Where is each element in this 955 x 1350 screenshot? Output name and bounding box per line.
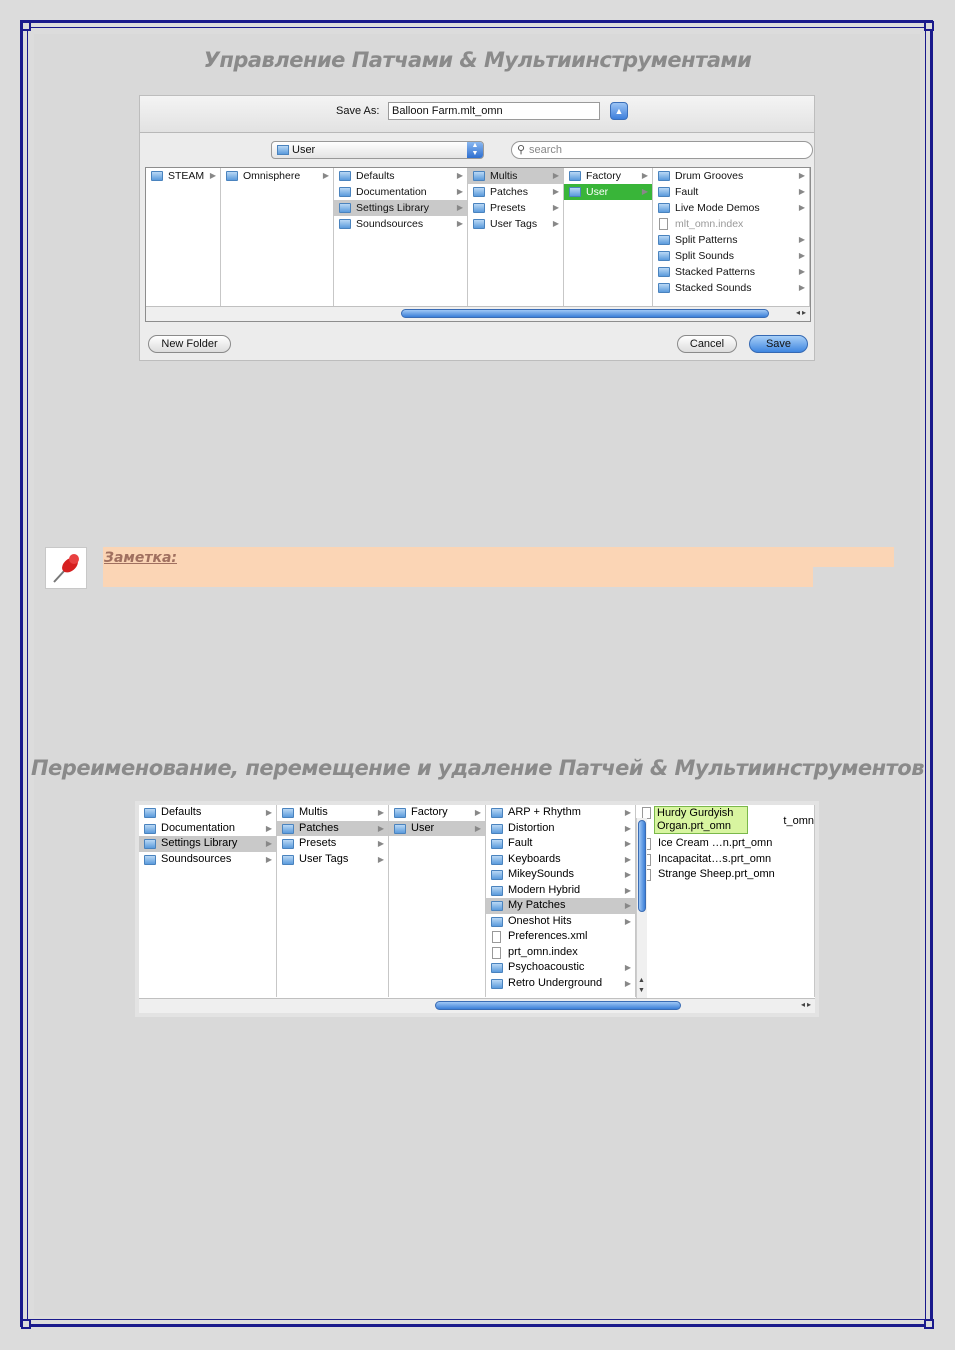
item-label: Strange Sheep.prt_omn xyxy=(658,868,775,880)
item-label: Patches xyxy=(299,821,339,834)
folder-row[interactable] xyxy=(389,821,485,837)
scroll-thumb[interactable] xyxy=(401,309,769,318)
scroll-down-icon[interactable]: ▼ xyxy=(638,987,645,994)
chevron-right-icon: ▶ xyxy=(265,808,272,817)
chevron-right-icon: ▶ xyxy=(624,854,631,864)
rename-text: Hurdy Gurdyish xyxy=(657,807,734,819)
file-row[interactable] xyxy=(636,852,814,868)
folder-icon xyxy=(491,963,503,973)
search-placeholder: search xyxy=(529,144,563,156)
folder-row[interactable] xyxy=(653,168,809,184)
rename-field[interactable] xyxy=(654,806,748,834)
folder-row[interactable] xyxy=(486,867,635,883)
folder-row[interactable] xyxy=(468,168,563,184)
file-row[interactable] xyxy=(636,805,814,836)
file-icon xyxy=(492,931,501,943)
chevron-right-icon: ▶ xyxy=(798,235,805,244)
folder-row[interactable] xyxy=(486,898,635,914)
file-row[interactable] xyxy=(636,836,814,852)
item-label: Keyboards xyxy=(508,852,561,865)
folder-row[interactable] xyxy=(653,200,809,216)
folder-icon xyxy=(339,203,351,213)
folder-row[interactable] xyxy=(486,914,635,930)
folder-row[interactable] xyxy=(468,216,563,232)
file-name-behind: t_omn xyxy=(783,815,814,827)
folder-row[interactable] xyxy=(486,805,635,821)
item-label: Defaults xyxy=(356,170,395,182)
folder-icon xyxy=(394,824,406,834)
folder-icon xyxy=(491,901,503,911)
search-field[interactable] xyxy=(511,141,813,159)
note-title: Заметка: xyxy=(104,550,177,566)
folder-row[interactable] xyxy=(334,200,467,216)
item-label: STEAM xyxy=(168,170,205,182)
item-label: Stacked Sounds xyxy=(675,282,752,294)
item-label: Patches xyxy=(490,186,528,198)
chevron-right-icon: ▶ xyxy=(624,901,631,910)
note-highlight xyxy=(103,567,813,587)
item-label: Defaults xyxy=(161,806,202,818)
folder-icon xyxy=(144,855,156,865)
folder-icon xyxy=(491,855,503,865)
item-label: Presets xyxy=(299,837,337,849)
item-label: Multis xyxy=(490,170,518,182)
folder-icon xyxy=(282,855,294,865)
filename-input[interactable]: Balloon Farm.mlt_omn xyxy=(388,102,600,120)
horizontal-scrollbar[interactable] xyxy=(139,998,815,1013)
item-label: Psychoacoustic xyxy=(508,961,585,973)
folder-icon xyxy=(473,219,485,229)
chevron-right-icon: ▶ xyxy=(552,171,559,180)
scroll-arrows-icon[interactable]: ◂▸ xyxy=(795,308,808,317)
browser-column xyxy=(221,168,334,308)
item-label: Soundsources xyxy=(356,218,424,230)
chevron-right-icon: ▶ xyxy=(641,187,648,196)
folder-row[interactable] xyxy=(486,976,635,992)
folder-row[interactable] xyxy=(277,852,388,868)
scroll-thumb[interactable] xyxy=(435,1001,681,1010)
folder-row[interactable] xyxy=(334,168,467,184)
item-label: Omnisphere xyxy=(243,170,301,182)
corner-ornament xyxy=(924,1319,934,1329)
chevron-right-icon: ▶ xyxy=(265,839,272,848)
scroll-arrows-icon[interactable]: ◂▸ xyxy=(800,1000,813,1009)
folder-icon xyxy=(569,171,581,181)
scroll-thumb[interactable] xyxy=(638,820,646,912)
corner-ornament xyxy=(21,1319,31,1329)
folder-icon xyxy=(473,203,485,213)
chevron-right-icon: ▶ xyxy=(624,870,631,879)
vertical-scrollbar[interactable] xyxy=(636,818,647,998)
folder-icon xyxy=(144,824,156,834)
item-label: Documentation xyxy=(161,821,235,834)
folder-row[interactable] xyxy=(468,184,563,200)
column-browser-rename xyxy=(135,801,819,1017)
folder-icon xyxy=(339,171,351,181)
folder-row[interactable] xyxy=(139,805,276,821)
folder-icon xyxy=(144,808,156,818)
folder-row[interactable] xyxy=(334,216,467,232)
folder-row[interactable] xyxy=(653,232,809,248)
chevron-right-icon: ▶ xyxy=(456,187,463,196)
folder-icon xyxy=(491,886,503,896)
triangle-up-icon: ▲ xyxy=(614,106,624,116)
save-as-row xyxy=(140,96,814,133)
collapse-dialog-button[interactable] xyxy=(610,102,628,120)
location-popup[interactable] xyxy=(271,141,484,159)
folder-icon xyxy=(151,171,163,181)
new-folder-button[interactable]: New Folder xyxy=(148,335,231,353)
folder-row[interactable] xyxy=(277,805,388,821)
horizontal-scrollbar[interactable] xyxy=(146,306,810,321)
folder-row[interactable] xyxy=(653,184,809,200)
folder-icon xyxy=(658,267,670,277)
folder-icon xyxy=(569,187,581,197)
browser-column xyxy=(334,168,468,308)
folder-icon xyxy=(658,235,670,245)
folder-icon xyxy=(226,171,238,181)
folder-icon xyxy=(658,203,670,213)
item-label: Presets xyxy=(490,202,526,214)
chevron-right-icon: ▶ xyxy=(641,171,648,180)
folder-row[interactable] xyxy=(564,184,652,200)
chevron-right-icon: ▶ xyxy=(798,267,805,276)
folder-icon xyxy=(658,283,670,293)
corner-ornament xyxy=(924,21,934,31)
item-label: Split Patterns xyxy=(675,234,738,246)
item-label: Settings Library xyxy=(356,202,429,214)
item-label: Ice Cream …n.prt_omn xyxy=(658,837,773,849)
chevron-right-icon: ▶ xyxy=(552,219,559,228)
chevron-right-icon: ▶ xyxy=(798,251,805,260)
item-label: Live Mode Demos xyxy=(675,202,760,214)
folder-row[interactable] xyxy=(564,168,652,184)
section-heading-manage: Управление Патчами & Мультиинструментами xyxy=(203,48,752,72)
chevron-right-icon: ▶ xyxy=(798,283,805,292)
section-heading-rename: Переименование, перемещение и удаление Патчей & Мультиинструментов xyxy=(30,756,924,780)
file-row[interactable] xyxy=(486,945,635,961)
chevron-right-icon: ▶ xyxy=(456,219,463,228)
folder-row[interactable] xyxy=(486,821,635,837)
folder-row[interactable] xyxy=(139,852,276,868)
folder-icon xyxy=(277,145,289,155)
folder-icon xyxy=(394,808,406,818)
note-highlight xyxy=(103,547,894,567)
chevron-right-icon: ▶ xyxy=(377,808,384,817)
item-label: Oneshot Hits xyxy=(508,914,572,927)
item-label: User Tags xyxy=(299,852,349,865)
item-label: Settings Library xyxy=(161,837,238,849)
item-label: MikeySounds xyxy=(508,868,575,880)
folder-row[interactable] xyxy=(139,821,276,837)
updown-arrows-icon: ▲ ▼ xyxy=(467,142,483,158)
folder-icon xyxy=(339,219,351,229)
folder-icon xyxy=(144,839,156,849)
folder-row[interactable] xyxy=(486,960,635,976)
folder-icon xyxy=(473,171,485,181)
chevron-right-icon: ▶ xyxy=(624,823,631,833)
chevron-right-icon: ▶ xyxy=(456,203,463,212)
folder-icon xyxy=(491,979,503,989)
item-label: Fault xyxy=(508,837,533,849)
item-label: User xyxy=(411,821,435,834)
item-label: Factory xyxy=(586,170,622,182)
chevron-right-icon: ▶ xyxy=(377,823,384,833)
file-icon xyxy=(492,947,501,959)
folder-icon xyxy=(658,251,670,261)
browser-column xyxy=(564,168,653,308)
chevron-right-icon: ▶ xyxy=(624,885,631,895)
folder-icon xyxy=(282,839,294,849)
chevron-right-icon: ▶ xyxy=(624,916,631,926)
item-label: Fault xyxy=(675,186,699,198)
chevron-right-icon: ▶ xyxy=(798,203,805,212)
item-label: ARP + Rhythm xyxy=(508,806,581,818)
item-label: Factory xyxy=(411,806,448,818)
chevron-right-icon: ▶ xyxy=(456,171,463,180)
chevron-right-icon: ▶ xyxy=(265,823,272,833)
location-label: User xyxy=(292,144,316,156)
folder-icon xyxy=(491,870,503,880)
item-label: Split Sounds xyxy=(675,250,734,262)
item-label: Preferences.xml xyxy=(508,930,588,942)
folder-icon xyxy=(491,839,503,849)
search-icon: ⚲ xyxy=(517,144,526,156)
folder-icon xyxy=(491,808,503,818)
folder-icon xyxy=(473,187,485,197)
file-row[interactable] xyxy=(486,929,635,945)
item-label: Multis xyxy=(299,806,328,818)
folder-row[interactable] xyxy=(486,883,635,899)
chevron-right-icon: ▶ xyxy=(624,839,631,848)
browser-column xyxy=(486,805,636,997)
item-label: Drum Grooves xyxy=(675,170,744,182)
cancel-button[interactable]: Cancel xyxy=(677,335,737,353)
chevron-right-icon: ▶ xyxy=(474,808,481,817)
chevron-right-icon: ▶ xyxy=(624,978,631,988)
folder-row[interactable] xyxy=(221,168,333,184)
folder-row[interactable] xyxy=(389,805,485,821)
item-label: Stacked Patterns xyxy=(675,266,755,278)
folder-row[interactable] xyxy=(486,852,635,868)
item-label: User xyxy=(586,186,609,198)
chevron-right-icon: ▶ xyxy=(552,187,559,196)
item-label: Incapacitat…s.prt_omn xyxy=(658,852,772,865)
chevron-right-icon: ▶ xyxy=(377,854,384,864)
folder-row[interactable] xyxy=(486,836,635,852)
folder-row[interactable] xyxy=(139,836,276,852)
item-label: mlt_omn.index xyxy=(675,218,744,230)
chevron-right-icon: ▶ xyxy=(322,171,329,180)
folder-icon xyxy=(491,917,503,927)
folder-row[interactable] xyxy=(146,168,220,184)
save-button[interactable]: Save xyxy=(749,335,808,353)
chevron-right-icon: ▶ xyxy=(265,854,272,864)
folder-icon xyxy=(339,187,351,197)
browser-column xyxy=(146,168,221,308)
browser-column xyxy=(653,168,810,308)
chevron-right-icon: ▶ xyxy=(798,187,805,196)
corner-ornament xyxy=(21,21,31,31)
chevron-right-icon: ▶ xyxy=(552,203,559,212)
rename-text: Organ.prt_omn xyxy=(657,820,731,832)
folder-row[interactable] xyxy=(468,200,563,216)
folder-row[interactable] xyxy=(653,264,809,280)
item-label: prt_omn.index xyxy=(508,945,578,958)
folder-row[interactable] xyxy=(334,184,467,200)
item-label: Retro Underground xyxy=(508,976,603,989)
browser-column xyxy=(277,805,389,997)
folder-icon xyxy=(491,824,503,834)
item-label: My Patches xyxy=(508,899,566,911)
chevron-right-icon: ▶ xyxy=(624,808,631,817)
file-row[interactable] xyxy=(653,216,809,232)
folder-row[interactable] xyxy=(653,280,809,296)
item-label: User Tags xyxy=(490,218,538,230)
browser-column xyxy=(636,805,815,997)
chevron-right-icon: ▶ xyxy=(624,963,631,972)
folder-icon xyxy=(658,187,670,197)
folder-row[interactable] xyxy=(277,836,388,852)
save-as-label: Save As: xyxy=(336,105,380,117)
folder-icon xyxy=(282,824,294,834)
folder-row[interactable] xyxy=(653,248,809,264)
folder-row[interactable] xyxy=(277,821,388,837)
chevron-right-icon: ▶ xyxy=(209,171,216,180)
note-pushpin-icon xyxy=(45,547,87,589)
scroll-up-icon[interactable]: ▲ xyxy=(638,977,645,984)
item-label: Documentation xyxy=(356,186,427,198)
folder-icon xyxy=(282,808,294,818)
chevron-right-icon: ▶ xyxy=(377,839,384,848)
item-label: Modern Hybrid xyxy=(508,883,581,896)
file-icon xyxy=(659,218,668,230)
item-label: Distortion xyxy=(508,821,555,834)
column-browser xyxy=(145,167,811,322)
browser-column xyxy=(139,805,277,997)
file-row[interactable] xyxy=(636,867,814,883)
browser-column xyxy=(389,805,486,997)
save-dialog xyxy=(139,95,815,361)
chevron-right-icon: ▶ xyxy=(474,823,481,833)
browser-column xyxy=(468,168,564,308)
folder-icon xyxy=(658,171,670,181)
chevron-right-icon: ▶ xyxy=(798,171,805,180)
item-label: Soundsources xyxy=(161,852,232,865)
